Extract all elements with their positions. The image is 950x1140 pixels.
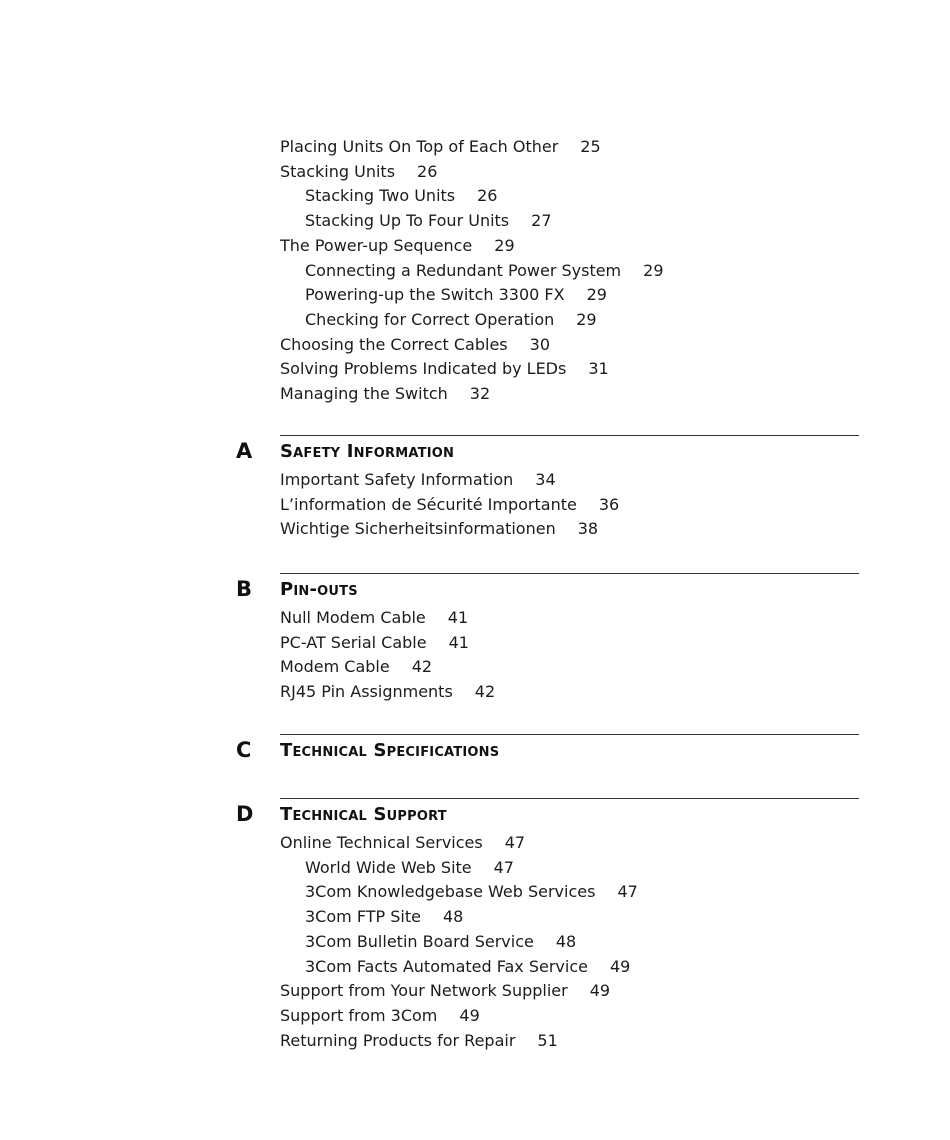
toc-entry-title: Solving Problems Indicated by LEDs (280, 359, 567, 379)
toc-entry-page: 25 (580, 137, 601, 156)
toc-entry[interactable] (280, 833, 525, 853)
toc-entry-title: 3Com Facts Automated Fax Service (305, 956, 588, 976)
section-divider (280, 573, 859, 574)
toc-entry-page: 49 (459, 1005, 480, 1025)
appendix-letter: A (236, 439, 253, 463)
toc-entry-page: 26 (477, 186, 498, 206)
toc-entry[interactable] (305, 211, 552, 231)
toc-entry-title: L’information de Sécurité Importante (280, 494, 577, 514)
toc-entry[interactable] (280, 657, 432, 677)
toc-entry-title: Stacking Two Units (305, 186, 456, 206)
toc-entry[interactable] (305, 186, 497, 206)
toc-entry-page: 29 (586, 285, 607, 305)
toc-entry-title: Connecting a Redundant Power System (305, 260, 622, 280)
toc-entry-page: 51 (537, 1030, 558, 1050)
toc-entry[interactable] (280, 608, 468, 628)
toc-entry-page: 26 (417, 161, 438, 181)
toc-entry-title: Wichtige Sicherheitsinformationen (280, 519, 556, 539)
toc-entry[interactable] (280, 682, 495, 702)
appendix-title: Pin-outs (280, 579, 358, 600)
toc-entry-page: 47 (617, 882, 638, 902)
toc-entry-page: 41 (448, 632, 469, 652)
toc-entry[interactable] (280, 236, 515, 256)
toc-entry-title: Support from Your Network Supplier (280, 981, 568, 1001)
toc-entry-page: 29 (494, 235, 515, 255)
toc-entry-title: 3Com FTP Site (305, 907, 421, 927)
toc-entry-page: 49 (609, 956, 631, 976)
toc-entry-title: Online Technical Services (280, 833, 483, 852)
toc-entry-title: 3Com Knowledgebase Web Services (305, 882, 596, 902)
toc-entry-page: 41 (447, 608, 469, 627)
toc-entry[interactable] (280, 495, 619, 515)
toc-entry-title: Placing Units On Top of Each Other (280, 137, 559, 156)
toc-entry-title: Support from 3Com (280, 1005, 438, 1025)
appendix-title: Technical Specifications (280, 740, 500, 761)
toc-entry-title: PC-AT Serial Cable (280, 632, 427, 652)
toc-entry-page: 48 (442, 907, 464, 927)
toc-entry[interactable] (280, 162, 437, 182)
toc-entry[interactable] (305, 858, 514, 878)
toc-entry-title: The Power-up Sequence (280, 235, 473, 255)
toc-entry-page: 42 (411, 657, 433, 677)
appendix-letter: C (236, 738, 252, 762)
toc-entry-page: 48 (555, 931, 577, 951)
section-divider (280, 798, 859, 799)
toc-entry[interactable] (280, 137, 601, 157)
toc-entry[interactable] (280, 470, 556, 490)
toc-entry[interactable] (280, 1006, 480, 1026)
toc-entry-page: 30 (529, 334, 550, 354)
toc-entry-page: 31 (588, 359, 609, 379)
toc-entry-title: RJ45 Pin Assignments (280, 682, 453, 702)
toc-entry[interactable] (305, 310, 597, 330)
toc-entry-title: 3Com Bulletin Board Service (305, 931, 534, 951)
toc-entry-title: Choosing the Correct Cables (280, 334, 508, 354)
toc-entry-title: Returning Products for Repair (280, 1030, 516, 1050)
toc-entry[interactable] (280, 335, 550, 355)
appendix-letter: D (236, 802, 254, 826)
toc-entry-title: Modem Cable (280, 657, 390, 677)
toc-entry-title: Checking for Correct Operation (305, 309, 555, 329)
toc-entry-title: Null Modem Cable (280, 608, 426, 627)
toc-entry-page: 47 (504, 833, 526, 852)
toc-entry[interactable] (280, 519, 598, 539)
toc-entry-page: 42 (474, 682, 496, 702)
toc-entry-page: 34 (535, 470, 556, 489)
toc-entry-page: 32 (469, 384, 491, 403)
toc-entry-page: 29 (576, 309, 597, 329)
appendix-title: Safety Information (280, 441, 455, 462)
toc-entry[interactable] (305, 882, 638, 902)
appendix-letter: B (236, 577, 253, 601)
appendix-title: Technical Support (280, 804, 447, 825)
toc-entry-page: 27 (531, 211, 552, 231)
toc-entry[interactable] (280, 633, 469, 653)
toc-entry[interactable] (280, 1031, 558, 1051)
toc-entry[interactable] (305, 907, 463, 927)
section-divider (280, 734, 859, 735)
toc-entry-page: 29 (643, 260, 664, 280)
toc-entry-title: Stacking Units (280, 161, 396, 181)
toc-entry-title: Important Safety Information (280, 470, 514, 489)
toc-entry[interactable] (305, 932, 576, 952)
section-divider (280, 435, 859, 436)
toc-entry-title: World Wide Web Site (305, 857, 472, 877)
toc-entry-page: 38 (577, 519, 599, 539)
toc-entry-page: 36 (598, 494, 620, 514)
toc-entry-title: Stacking Up To Four Units (305, 211, 510, 231)
toc-entry-page: 47 (493, 857, 514, 877)
toc-entry[interactable] (280, 981, 610, 1001)
toc-entry[interactable] (280, 384, 490, 404)
toc-entry[interactable] (305, 285, 607, 305)
toc-entry[interactable] (305, 261, 664, 281)
toc-entry-title: Managing the Switch (280, 384, 448, 403)
toc-entry[interactable] (280, 359, 609, 379)
toc-entry-page: 49 (589, 981, 611, 1001)
toc-entry-title: Powering-up the Switch 3300 FX (305, 285, 565, 305)
toc-entry[interactable] (305, 957, 630, 977)
